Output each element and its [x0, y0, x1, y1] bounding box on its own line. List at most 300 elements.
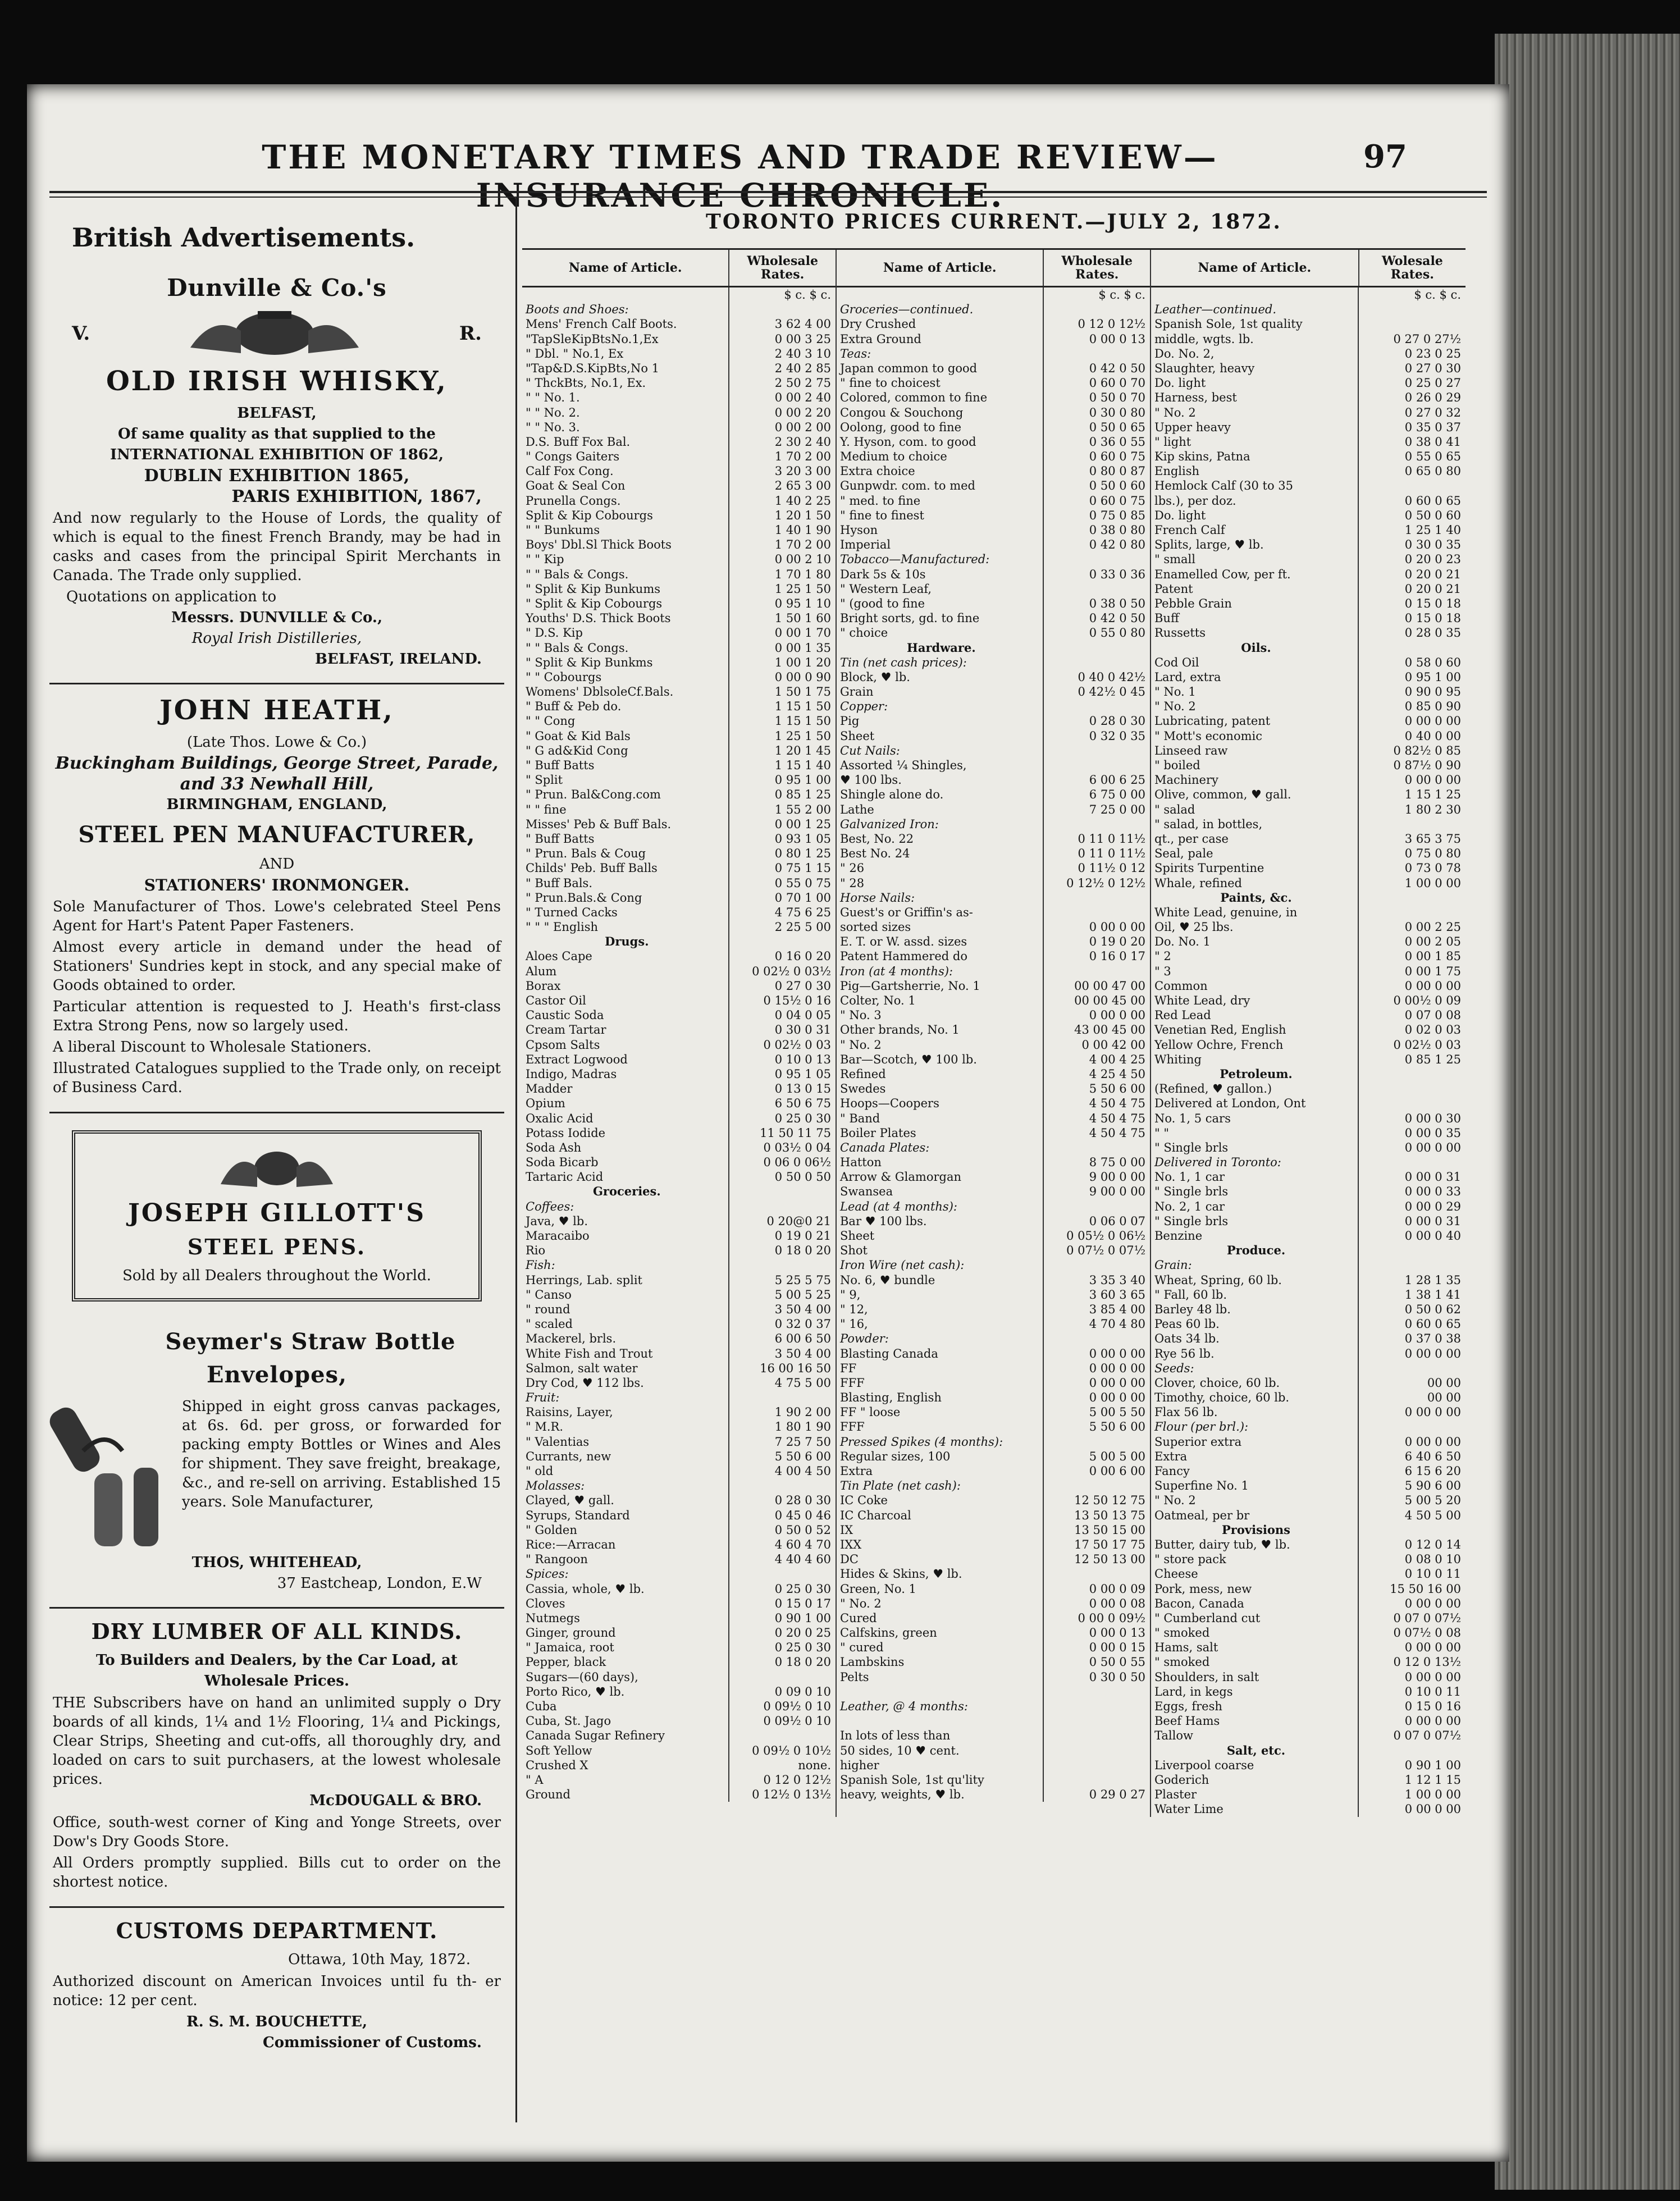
- price-row: [1151, 346, 1466, 361]
- article-name: In lots of less than: [837, 1728, 1044, 1743]
- price-row: [522, 1670, 836, 1684]
- article-name: Boiler Plates: [837, 1126, 1044, 1140]
- dunville-quote: Quotations on application to: [66, 588, 277, 605]
- wholesale-rate: [1044, 758, 1150, 773]
- article-name: Liverpool coarse: [1151, 1758, 1359, 1773]
- dunville-contact: BELFAST, IRELAND.: [314, 651, 482, 668]
- wholesale-rate: 0 85 1 25: [1404, 1052, 1461, 1066]
- price-row: [1151, 376, 1466, 390]
- wholesale-rate: 0 27 0 32: [1404, 405, 1461, 419]
- article-name: Cheese: [1151, 1567, 1359, 1581]
- article-name: FF: [837, 1361, 1044, 1376]
- price-row: [837, 1052, 1150, 1067]
- price-row: [1151, 1478, 1466, 1493]
- wholesale-rate: [1359, 302, 1466, 317]
- heath-address: and 33 Newhall Hill,: [180, 774, 374, 794]
- wholesale-rate: 6 00 6 25: [1089, 773, 1145, 787]
- article-name: " Rangoon: [522, 1552, 729, 1567]
- price-row: [837, 1640, 1150, 1655]
- price-row: [837, 346, 1150, 361]
- price-row: [522, 1140, 836, 1155]
- wholesale-rate: 0 02½ 0 03: [1393, 1038, 1461, 1052]
- wholesale-rate: [1359, 317, 1466, 331]
- price-row: [837, 861, 1150, 875]
- article-name: " Buff Batts: [522, 832, 729, 846]
- price-row: [522, 979, 836, 993]
- heath-city: BIRMINGHAM, ENGLAND,: [166, 796, 387, 813]
- wholesale-rate: [1044, 641, 1150, 655]
- wholesale-rate: 0 12 0 14: [1404, 1537, 1461, 1551]
- article-name: ♥ 100 lbs.: [837, 773, 1044, 787]
- wholesale-rate: 0 38 0 50: [1089, 596, 1145, 610]
- price-row: [1151, 891, 1466, 905]
- article-name: [522, 287, 729, 302]
- price-row: [837, 1317, 1150, 1331]
- article-name: Cloves: [522, 1596, 729, 1611]
- wholesale-rate: 0 00 0 33: [1404, 1185, 1461, 1199]
- wholesale-rate: 13 50 15 00: [1074, 1523, 1145, 1537]
- wholesale-rate: 0 00 2 20: [774, 405, 831, 419]
- price-row: [837, 1346, 1150, 1361]
- article-name: " Split & Kip Bunkms: [522, 655, 729, 670]
- article-name: E. T. or W. assd. sizes: [837, 934, 1044, 949]
- price-row: [522, 1567, 836, 1581]
- price-row: [837, 1229, 1150, 1243]
- wholesale-rate: 4 75 5 00: [774, 1376, 831, 1390]
- article-name: Split & Kip Cobourgs: [522, 508, 729, 523]
- article-name: Raisins, Layer,: [522, 1405, 729, 1419]
- price-row: [837, 1258, 1150, 1272]
- price-row: [1151, 1728, 1466, 1743]
- wholesale-rate: 0 30 0 31: [774, 1023, 831, 1037]
- price-row: [837, 920, 1150, 934]
- wholesale-rate: 0 95 1 00: [774, 773, 831, 787]
- wholesale-rate: 0 95 1 00: [1404, 670, 1461, 684]
- wholesale-rate: 0 80 0 87: [1089, 464, 1145, 478]
- wholesale-rate: 0 16 0 20: [774, 949, 831, 963]
- price-column: [522, 250, 837, 1817]
- article-name: " 12,: [837, 1302, 1044, 1317]
- article-name: " 3: [1151, 964, 1359, 979]
- wholesale-rate: 5 00 5 50: [1089, 1405, 1145, 1419]
- article-name: Fish:: [522, 1258, 729, 1272]
- price-row: [522, 1625, 836, 1640]
- article-name: " " Cong: [522, 714, 729, 728]
- price-row: [522, 1684, 836, 1699]
- article-name: Borax: [522, 979, 729, 993]
- wholesale-rate: [729, 1478, 836, 1493]
- wholesale-rate: 0 25 0 30: [774, 1641, 831, 1655]
- article-name: Clayed, ♥ gall.: [522, 1493, 729, 1508]
- seymer-maker: THOS, WHITEHEAD,: [191, 1554, 362, 1571]
- wholesale-rate: 0 50 0 62: [1404, 1302, 1461, 1316]
- article-name: Hyson: [837, 523, 1044, 537]
- price-row: [1151, 1184, 1466, 1199]
- price-row: [522, 1582, 836, 1596]
- wholesale-rate: [1044, 1331, 1150, 1346]
- wholesale-rate: 0 23 0 25: [1404, 346, 1461, 360]
- price-row: [522, 743, 836, 758]
- wholesale-rate: 0 09½ 0 10: [763, 1700, 831, 1713]
- wholesale-rate: [1044, 1199, 1150, 1214]
- article-name: " med. to fine: [837, 494, 1044, 508]
- price-row: [837, 1655, 1150, 1669]
- price-row: [837, 1155, 1150, 1170]
- price-row: [1151, 920, 1466, 934]
- article-name: Flax 56 lb.: [1151, 1405, 1359, 1419]
- article-name: White Fish and Trout: [522, 1346, 729, 1361]
- article-name: Superior extra: [1151, 1435, 1359, 1449]
- wholesale-rate: 6 00 6 50: [774, 1332, 831, 1346]
- wholesale-rate: [729, 934, 836, 949]
- article-name: IXX: [837, 1537, 1044, 1552]
- price-row: [1151, 1493, 1466, 1508]
- price-row: [1151, 405, 1466, 420]
- seymer-title: Seymer's Straw Bottle: [165, 1328, 456, 1355]
- article-name: " Buff Batts: [522, 758, 729, 773]
- article-name: Regular sizes, 100: [837, 1449, 1044, 1464]
- price-row: [837, 611, 1150, 625]
- customs-ad: [49, 1918, 504, 2053]
- wholesale-rate: 0 10 0 11: [1404, 1684, 1461, 1698]
- price-row: [837, 1096, 1150, 1111]
- price-row: [522, 876, 836, 891]
- article-name: Whale, refined: [1151, 876, 1359, 891]
- price-row: [1151, 1038, 1466, 1052]
- price-row: [522, 1419, 836, 1434]
- article-name: Groceries—continued.: [837, 302, 1044, 317]
- wholesale-rate: [1044, 1699, 1150, 1714]
- price-row: [522, 552, 836, 567]
- customs-date: Ottawa, 10th May, 1872.: [288, 1951, 471, 1968]
- wholesale-rate: 0 00 0 00: [1404, 714, 1461, 728]
- article-name: Seal, pale: [1151, 846, 1359, 861]
- wholesale-rate: [1359, 817, 1466, 832]
- wholesale-rate: 0 50 0 52: [774, 1523, 831, 1537]
- price-row: [522, 287, 836, 302]
- wholesale-rate: [1359, 1067, 1466, 1081]
- price-row: [837, 552, 1150, 567]
- article-name: Porto Rico, ♥ lb.: [522, 1684, 729, 1699]
- article-name: Peas 60 lb.: [1151, 1317, 1359, 1331]
- wholesale-rate: 0 07 0 07½: [1393, 1611, 1461, 1625]
- price-row: [837, 641, 1150, 655]
- header-rule-thin: [49, 197, 1487, 198]
- price-row: [837, 670, 1150, 684]
- article-name: " choice: [837, 625, 1044, 640]
- price-row: [1151, 729, 1466, 743]
- price-row: [522, 1258, 836, 1272]
- heath-address: Buckingham Buildings, George Street, Parade,: [55, 754, 499, 773]
- price-row: [522, 1523, 836, 1537]
- article-name: higher: [837, 1758, 1044, 1773]
- wholesale-rate: 0 42½ 0 45: [1078, 685, 1145, 699]
- wholesale-rate: 0 55 0 75: [774, 876, 831, 890]
- article-name: " ThckBts, No.1, Ex.: [522, 376, 729, 390]
- article-name: Benzine: [1151, 1229, 1359, 1243]
- wholesale-rate: [1044, 552, 1150, 567]
- wholesale-rate: [1044, 1684, 1150, 1699]
- wholesale-rate: 0 00 0 00: [1404, 1596, 1461, 1610]
- price-row: [1151, 1714, 1466, 1728]
- wholesale-rate: 4 50 4 75: [1089, 1097, 1145, 1111]
- price-row: [522, 655, 836, 670]
- price-row: [837, 743, 1150, 758]
- price-row: [522, 1611, 836, 1625]
- article-name: [837, 287, 1044, 302]
- wholesale-rate: 0 10 0 11: [1404, 1567, 1461, 1581]
- article-name: Soft Yellow: [522, 1743, 729, 1758]
- article-name: Do. No. 2,: [1151, 346, 1359, 361]
- wholesale-rate: 0 20 0 25: [774, 1626, 831, 1640]
- wholesale-rate: 1 70 2 00: [774, 450, 831, 464]
- wholesale-rate: 0 25 0 30: [774, 1111, 831, 1125]
- price-row: [522, 494, 836, 508]
- article-name: Mackerel, brls.: [522, 1331, 729, 1346]
- wholesale-rate: 0 00 0 90: [774, 670, 831, 684]
- price-row: [522, 1435, 836, 1449]
- lumber-sub: To Builders and Dealers, by the Car Load, at: [95, 1652, 458, 1669]
- article-name: Swedes: [837, 1081, 1044, 1096]
- wholesale-rate: 0 00 0 09½: [1078, 1611, 1145, 1625]
- article-name: Shot: [837, 1243, 1044, 1258]
- price-row: [1151, 478, 1466, 493]
- heath-name: JOHN HEATH,: [159, 695, 394, 726]
- wholesale-rate: 0 13 0 15: [774, 1082, 831, 1096]
- wholesale-rate: [729, 1567, 836, 1581]
- wholesale-rate: 0 07½ 0 08: [1393, 1626, 1461, 1640]
- wholesale-rate: 0 85 0 90: [1404, 700, 1461, 714]
- price-row: [1151, 832, 1466, 846]
- gillott-ad: [72, 1130, 482, 1302]
- wholesale-rate: [1359, 478, 1466, 493]
- article-name: No. 2, 1 car: [1151, 1199, 1359, 1214]
- article-name: Rye 56 lb.: [1151, 1346, 1359, 1361]
- article-name: Goderich: [1151, 1773, 1359, 1787]
- article-name: " D.S. Kip: [522, 625, 729, 640]
- article-name: Tin Plate (net cash):: [837, 1478, 1044, 1493]
- article-name: Madder: [522, 1081, 729, 1096]
- article-name: Hemlock Calf (30 to 35: [1151, 478, 1359, 493]
- price-row: [522, 802, 836, 817]
- price-row: [837, 1331, 1150, 1346]
- wholesale-rate: 0 00 0 00: [1404, 1641, 1461, 1655]
- price-row: [837, 1038, 1150, 1052]
- price-row: [1151, 1067, 1466, 1081]
- price-row: [1151, 1243, 1466, 1258]
- price-row: [522, 390, 836, 405]
- wholesale-rate: 0 19 0 20: [1089, 935, 1145, 949]
- price-row: [837, 787, 1150, 802]
- price-row: [837, 1596, 1150, 1611]
- article-name: " No. 2: [1151, 699, 1359, 714]
- price-row: [1151, 1140, 1466, 1155]
- wholesale-rate: 0 85 1 25: [774, 788, 831, 802]
- article-name: " Single brls: [1151, 1214, 1359, 1229]
- price-row: [1151, 420, 1466, 435]
- price-row: [837, 1582, 1150, 1596]
- wholesale-rate: 0 28 0 30: [1089, 714, 1145, 728]
- price-row: [522, 1184, 836, 1199]
- wholesale-rate: 0 42 0 50: [1089, 611, 1145, 625]
- price-row: [837, 1464, 1150, 1478]
- article-name: Drugs.: [522, 934, 729, 949]
- wholesale-rate: 0 20 0 21: [1404, 582, 1461, 596]
- wholesale-rate: 1 38 1 41: [1404, 1287, 1461, 1302]
- article-name: Calfskins, green: [837, 1625, 1044, 1640]
- wholesale-rate: 0 30 0 50: [1089, 1670, 1145, 1684]
- wholesale-rate: 0 75 1 15: [774, 861, 831, 875]
- price-row: [837, 390, 1150, 405]
- price-row: [522, 1081, 836, 1096]
- wholesale-rate: 1 80 2 30: [1404, 802, 1461, 816]
- price-row: [1151, 287, 1466, 302]
- article-name: " smoked: [1151, 1625, 1359, 1640]
- article-name: Spices:: [522, 1567, 729, 1581]
- article-name: Leather, @ 4 months:: [837, 1699, 1044, 1714]
- article-name: FFF: [837, 1376, 1044, 1390]
- article-name: IX: [837, 1523, 1044, 1537]
- article-name: Gunpwdr. com. to med: [837, 478, 1044, 493]
- price-row: [1151, 1537, 1466, 1552]
- article-name: Shingle alone do.: [837, 787, 1044, 802]
- article-name: Timothy, choice, 60 lb.: [1151, 1390, 1359, 1405]
- wholesale-rate: [1044, 1258, 1150, 1272]
- wholesale-rate: 0 75 0 85: [1089, 508, 1145, 522]
- price-row: [522, 1273, 836, 1287]
- heath-paragraph: Particular attention is requested to J. Heath's first-class Extra Strong Pens, now so largely used.: [53, 998, 501, 1034]
- article-name: Venetian Red, English: [1151, 1022, 1359, 1037]
- article-name: Grain: [837, 684, 1044, 699]
- wholesale-rate: 0 00 1 25: [774, 817, 831, 831]
- price-row: [1151, 582, 1466, 596]
- article-name: Tallow: [1151, 1728, 1359, 1743]
- dunville-company: Dunville & Co.'s: [167, 274, 387, 302]
- article-name: Hoops—Coopers: [837, 1096, 1044, 1111]
- article-name: Coffees:: [522, 1199, 729, 1214]
- wholesale-rate: 6 75 0 00: [1089, 788, 1145, 802]
- seymer-ad: [49, 1318, 504, 1609]
- article-name: Block, ♥ lb.: [837, 670, 1044, 684]
- article-name: Pig—Gartsherrie, No. 1: [837, 979, 1044, 993]
- wholesale-rate: 4 50 4 75: [1089, 1126, 1145, 1140]
- article-name: " Band: [837, 1111, 1044, 1126]
- wholesale-rate: 6 50 6 75: [774, 1097, 831, 1111]
- wholesale-rate: 0 12½ 0 12½: [1066, 876, 1145, 890]
- wholesale-rate: 1 50 1 60: [774, 611, 831, 625]
- wholesale-rate: 0 00 0 00: [1404, 979, 1461, 993]
- price-row: [1151, 1317, 1466, 1331]
- header-rate: Wolesale Rates.: [1381, 254, 1443, 282]
- article-name: Delivered in Toronto:: [1151, 1155, 1359, 1170]
- price-row: [837, 964, 1150, 979]
- wholesale-rate: 4 40 4 60: [774, 1552, 831, 1567]
- article-name: Whiting: [1151, 1052, 1359, 1067]
- article-name: Spirits Turpentine: [1151, 861, 1359, 875]
- wholesale-rate: 0 75 0 80: [1404, 847, 1461, 861]
- wholesale-rate: 1 00 1 20: [774, 655, 831, 669]
- price-row: [522, 1346, 836, 1361]
- article-name: No. 6, ♥ bundle: [837, 1273, 1044, 1287]
- price-row: [522, 1052, 836, 1067]
- price-row: [837, 1773, 1150, 1787]
- article-name: " Fall, 60 lb.: [1151, 1287, 1359, 1302]
- price-row: [522, 1508, 836, 1523]
- article-name: " 2: [1151, 949, 1359, 963]
- wholesale-rate: 5 90 6 00: [1404, 1479, 1461, 1493]
- article-name: Soda Ash: [522, 1140, 729, 1155]
- price-row: [1151, 1390, 1466, 1405]
- price-row: [522, 817, 836, 832]
- price-row: [837, 905, 1150, 920]
- wholesale-rate: 0 30 0 80: [1089, 405, 1145, 419]
- price-row: [837, 1435, 1150, 1449]
- wholesale-rate: 0 00 0 00: [1089, 1346, 1145, 1360]
- article-name: Cpsom Salts: [522, 1038, 729, 1052]
- article-name: "TapSleKipBtsNo.1,Ex: [522, 332, 729, 346]
- article-name: Machinery: [1151, 773, 1359, 787]
- heath-trade: STEEL PEN MANUFACTURER,: [78, 821, 476, 848]
- wholesale-rate: 0 50 0 55: [1089, 1655, 1145, 1669]
- price-row: [837, 478, 1150, 493]
- customs-title: CUSTOMS DEPARTMENT.: [116, 1918, 438, 1943]
- wholesale-rate: 0 29 0 27: [1089, 1788, 1145, 1802]
- article-name: " Cumberland cut: [1151, 1611, 1359, 1625]
- price-row: [837, 1376, 1150, 1390]
- article-name: Cream Tartar: [522, 1022, 729, 1037]
- price-row: [837, 876, 1150, 891]
- article-name: " cured: [837, 1640, 1044, 1655]
- wholesale-rate: 0 00½ 0 09: [1393, 994, 1461, 1007]
- price-row: [522, 920, 836, 934]
- wholesale-rate: 1 00 0 00: [1404, 876, 1461, 890]
- wholesale-rate: [1044, 1140, 1150, 1155]
- price-row: [1151, 1508, 1466, 1523]
- price-row: [522, 1699, 836, 1714]
- wholesale-rate: 0 32 0 37: [774, 1317, 831, 1331]
- wholesale-rate: 0 00 0 35: [1404, 1126, 1461, 1140]
- article-name: " small: [1151, 552, 1359, 567]
- wholesale-rate: 1 80 1 90: [774, 1420, 831, 1434]
- price-row: [1151, 934, 1466, 949]
- price-row: [1151, 1214, 1466, 1229]
- article-name: " No. 2: [1151, 405, 1359, 420]
- wholesale-rate: 0 73 0 78: [1404, 861, 1461, 875]
- article-name: " boiled: [1151, 758, 1359, 773]
- article-name: Hides & Skins, ♥ lb.: [837, 1567, 1044, 1581]
- article-name: Clover, choice, 60 lb.: [1151, 1376, 1359, 1390]
- article-name: Alum: [522, 964, 729, 979]
- price-row: [837, 1170, 1150, 1184]
- article-name: 50 sides, 10 ♥ cent.: [837, 1743, 1044, 1758]
- wholesale-rate: 3 35 3 40: [1089, 1273, 1145, 1287]
- seymer-body: Shipped in eight gross canvas packages, at 6s. 6d. per gross, or forwarded for packing empty Bottles or Wines and Ales for shipment. They save freight, breakage, &c., and re-sell on arriving. Established 15 years. Sole Manufacturer,: [182, 1398, 501, 1510]
- article-name: Imperial: [837, 537, 1044, 552]
- article-name: Provisions: [1151, 1523, 1359, 1537]
- wholesale-rate: 0 15½ 0 16: [763, 994, 831, 1007]
- wholesale-rate: [1359, 905, 1466, 920]
- article-name: Leather—continued.: [1151, 302, 1359, 317]
- price-row: [522, 670, 836, 684]
- price-row: [1151, 435, 1466, 449]
- wholesale-rate: 00 00: [1427, 1391, 1461, 1405]
- wholesale-rate: 9 00 0 00: [1089, 1170, 1145, 1184]
- prices-current: [522, 202, 1466, 2122]
- wholesale-rate: [1044, 1758, 1150, 1773]
- price-row: [837, 1140, 1150, 1155]
- price-row: [522, 1376, 836, 1390]
- article-name: Lathe: [837, 802, 1044, 817]
